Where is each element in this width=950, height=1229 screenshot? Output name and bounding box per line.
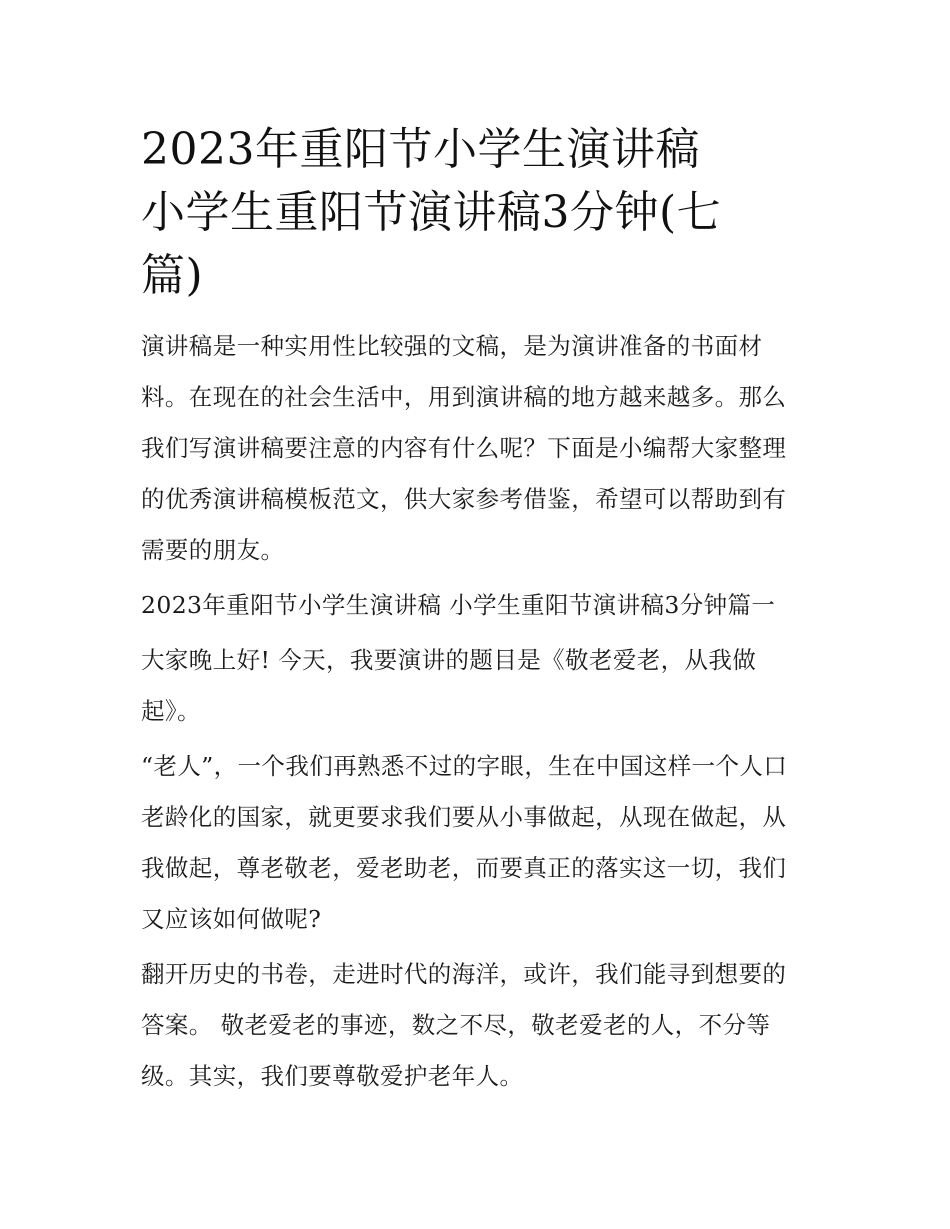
intro-paragraph: [141, 321, 816, 576]
body-paragraph: [141, 949, 816, 1102]
title-line: 小学生重阳节演讲稿3分钟(七: [141, 187, 722, 238]
text-line: 演讲稿是一种实用性比较强的文稿，是为演讲准备的书面材: [141, 332, 763, 360]
title-line: 2023年重阳节小学生演讲稿: [141, 124, 700, 175]
text-line: 答案。 敬老爱老的事迹，数之不尽，敬老爱老的人，不分等: [141, 1011, 771, 1039]
text-line: 级。其实，我们要尊敬爱护老年人。: [141, 1062, 524, 1090]
body-paragraph: [141, 741, 816, 945]
text-line: 料。在现在的社会生活中，用到演讲稿的地方越来越多。那么: [141, 383, 787, 411]
document-title: [141, 118, 816, 307]
text-line: 大家晚上好! 今天，我要演讲的题目是《敬老爱老，从我做: [141, 646, 757, 674]
text-line: 又应该如何做呢?: [141, 905, 322, 933]
text-line: 翻开历史的书卷，走进时代的海洋，或许，我们能寻到想要的: [141, 960, 787, 988]
text-line: 我们写演讲稿要注意的内容有什么呢？下面是小编帮大家整理: [141, 434, 787, 462]
text-line: 需要的朋友。: [141, 536, 285, 564]
section-heading: [141, 580, 816, 631]
greeting-paragraph: [141, 635, 816, 737]
text-line: 老龄化的国家，就更要求我们要从小事做起，从现在做起，从: [141, 803, 787, 831]
text-line: 起》。: [141, 697, 201, 725]
document-body: [141, 118, 816, 1106]
text-line: “老人”，一个我们再熟悉不过的字眼，生在中国这样一个人口: [141, 752, 788, 780]
title-line: 篇): [141, 250, 204, 301]
text-line: 的优秀演讲稿模板范文，供大家参考借鉴，希望可以帮助到有: [141, 485, 787, 513]
text-line: 我做起，尊老敬老，爱老助老，而要真正的落实这一切，我们: [141, 854, 787, 882]
text-line: 2023年重阳节小学生演讲稿 小学生重阳节演讲稿3分钟篇一: [141, 591, 776, 619]
